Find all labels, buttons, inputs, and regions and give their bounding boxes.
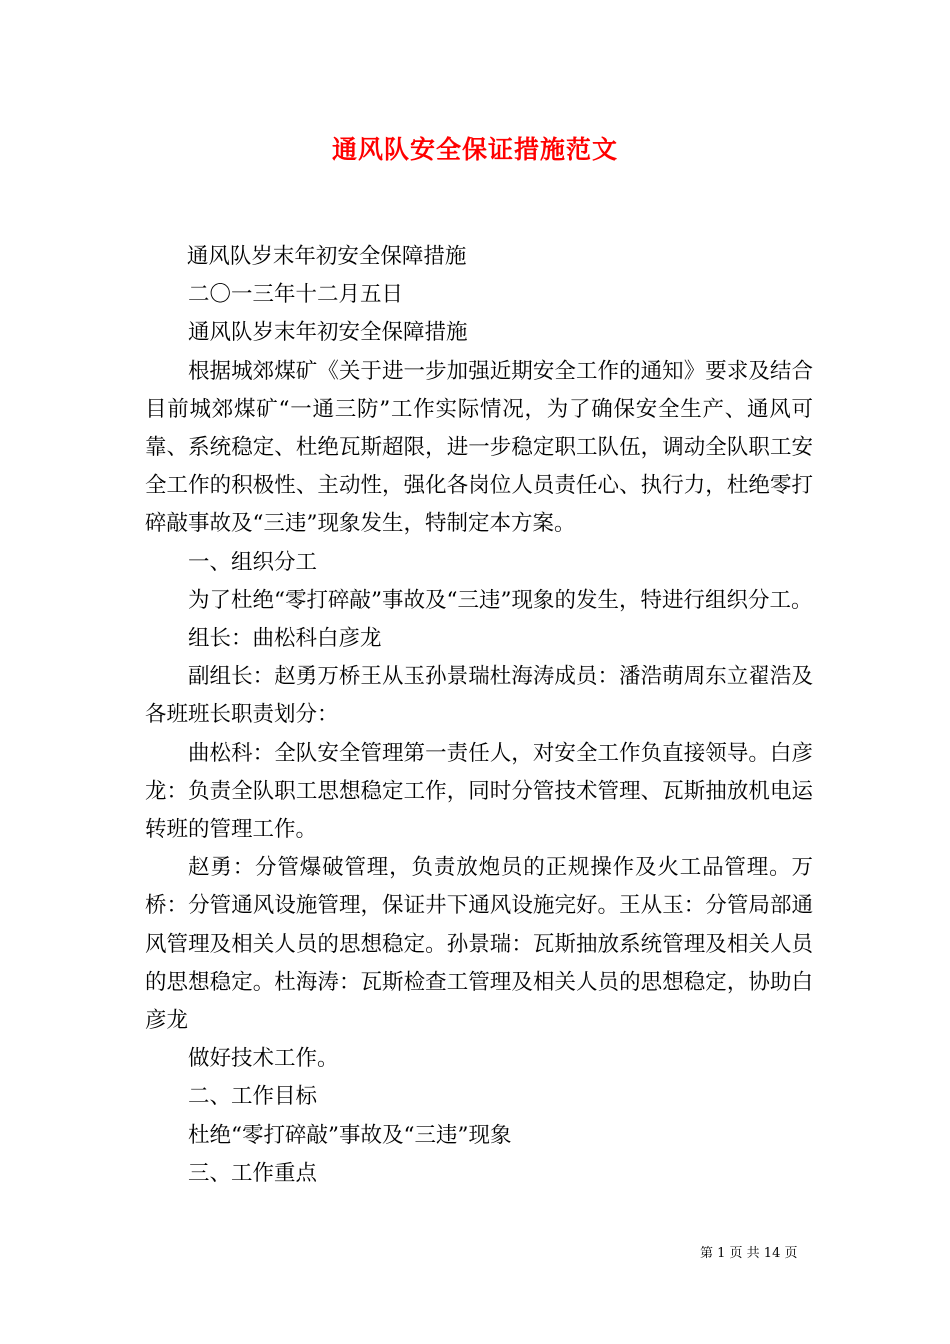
paragraph-subtitle: 通风队岁末年初安全保障措施 — [186, 244, 467, 269]
section-heading-organization: 一、组织分工 — [188, 549, 318, 575]
paragraph-intro: 根据城郊煤矿《关于进一步加强近期安全工作的通知》要求及结合目前城郊煤矿“一通三防”工作实际情况，为了确保安全生产、通风可靠、系统稳定、杜绝瓦斯超限，进一步稳定职工队伍，调动全队职工安全工作的积极性、主动性，强化各岗位人员责任心、执行力，杜绝零打碎敲事故及“三违”现象发生，特制定本方案。 — [145, 358, 813, 537]
paragraph-deputy-leaders: 副组长：赵勇万桥王从玉孙景瑞杜海涛成员：潘浩萌周东立翟浩及各班班长职责划分： — [145, 664, 813, 728]
document-body — [145, 238, 813, 1193]
paragraph-date: 二〇一三年十二月五日 — [188, 282, 404, 308]
paragraph-leader: 组长：曲松科白彦龙 — [188, 626, 382, 652]
document-title: 通风队安全保证措施范文 — [331, 135, 618, 164]
paragraph-goals: 杜绝“零打碎敲”事故及“三违”现象 — [188, 1122, 512, 1148]
paragraph-duties-2: 赵勇：分管爆破管理，负责放炮员的正规操作及火工品管理。万桥：分管通风设施管理，保证井下通风设施完好。王从玉：分管局部通风管理及相关人员的思想稳定。孙景瑞：瓦斯抽放系统管理及相关人员的思想稳定。杜海涛：瓦斯检查工管理及相关人员的思想稳定，协助白彦龙 — [145, 855, 813, 1034]
section-heading-focus: 三、工作重点 — [188, 1160, 318, 1186]
paragraph-duties-1: 曲松科：全队安全管理第一责任人，对安全工作负直接领导。白彦龙：负责全队职工思想稳定工作，同时分管技术管理、瓦斯抽放机电运转班的管理工作。 — [145, 740, 813, 843]
page-number-footer: 第 1 页 共 14 页 — [700, 1246, 798, 1261]
paragraph-organization: 为了杜绝“零打碎敲”事故及“三违”现象的发生，特进行组织分工。 — [188, 587, 813, 613]
section-heading-goals: 二、工作目标 — [188, 1084, 318, 1110]
paragraph-heading: 通风队岁末年初安全保障措施 — [188, 320, 468, 346]
paragraph-duties-3: 做好技术工作。 — [188, 1046, 339, 1072]
